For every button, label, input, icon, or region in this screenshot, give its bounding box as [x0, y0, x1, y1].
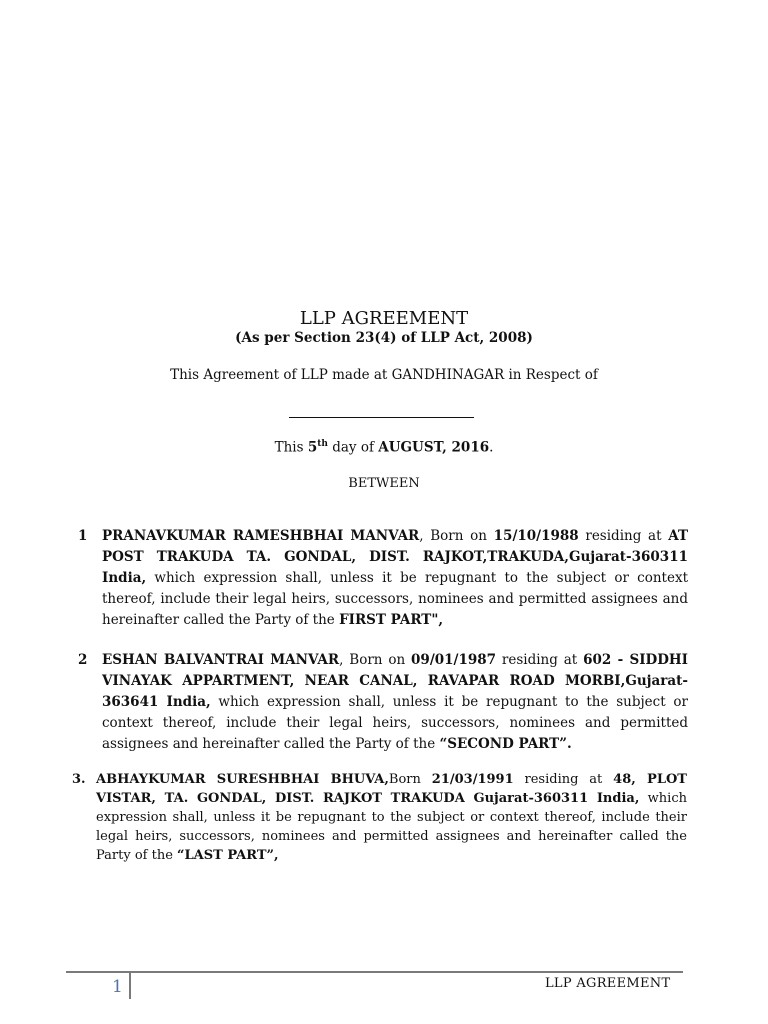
- agreement-location-line: This Agreement of LLP made at GANDHINAGAR in Respect of: [170, 367, 598, 383]
- party-second: [78, 650, 688, 755]
- party-part: FIRST PART: [339, 612, 432, 628]
- party-address: 602 - SIDDHI VINAYAK APPARTMENT, NEAR CANAL, RAVAPAR ROAD MORBI,Gujarat-363641 India,: [102, 652, 688, 710]
- party-first: [78, 526, 688, 631]
- party-part-end: ,: [273, 848, 279, 863]
- date-mid: day of: [327, 439, 379, 456]
- agreement-date-line: [0, 439, 768, 456]
- footer-divider: [129, 971, 131, 999]
- born-label: , Born on: [339, 652, 412, 668]
- blank-fill-line: [289, 417, 474, 418]
- party-number: 3.: [72, 772, 86, 787]
- born-label: Born: [388, 772, 432, 787]
- party-name: PRANAVKUMAR RAMESHBHAI MANVAR: [102, 528, 420, 544]
- party-address: 48, PLOT VISTAR, TA. GONDAL, DIST. RAJKOT TRAKUDA Gujarat-360311 India,: [96, 772, 687, 806]
- date-prefix: This: [274, 439, 308, 456]
- born-label: , Born on: [419, 528, 494, 544]
- residing-label: residing at: [513, 772, 614, 787]
- footer-running-title: LLP AGREEMENT: [545, 976, 671, 991]
- party-body: [102, 650, 688, 755]
- party-clause: which expression shall, unless it be repugnant to the subject or context thereof, include their legal heirs, successors, nominees and permitted assignees and hereinafter called the Party of the: [102, 694, 688, 752]
- party-dob: 09/01/1987: [411, 652, 497, 668]
- footer-rule: [66, 971, 683, 973]
- date-end: .: [489, 439, 494, 456]
- party-number: 1: [78, 528, 88, 544]
- party-name: ESHAN BALVANTRAI MANVAR: [102, 652, 340, 668]
- party-part: “LAST PART”: [177, 848, 274, 863]
- page-number: 1: [112, 977, 123, 997]
- between-heading: BETWEEN: [348, 476, 420, 491]
- party-body: [96, 770, 687, 865]
- party-part-end: ",: [431, 612, 444, 628]
- party-third: [72, 770, 687, 865]
- party-address: AT POST TRAKUDA TA. GONDAL, DIST. RAJKOT,TRAKUDA,Gujarat-360311 India,: [102, 528, 688, 586]
- party-part: “SECOND PART”.: [439, 736, 572, 752]
- residing-label: residing at: [578, 528, 669, 544]
- party-clause: which expression shall, unless it be repugnant to the subject or context thereof, include their legal heirs, successors, nominees and permitted assignees and hereinafter called the Party of the: [102, 570, 688, 628]
- party-dob: 15/10/1988: [493, 528, 579, 544]
- date-ordinal-suffix: th: [317, 439, 328, 449]
- party-number: 2: [78, 652, 88, 668]
- document-subtitle: (As per Section 23(4) of LLP Act, 2008): [235, 330, 533, 346]
- party-clause: which expression shall, unless it be repugnant to the subject or context thereof, include their legal heirs, successors, nominees and permitted assignees and hereinafter called the Party of the: [96, 791, 687, 863]
- residing-label: residing at: [496, 652, 584, 668]
- date-day: 5: [307, 439, 318, 456]
- party-dob: 21/03/1991: [431, 772, 514, 787]
- date-month-year: AUGUST, 2016: [378, 439, 490, 456]
- document-title: LLP AGREEMENT: [299, 308, 469, 329]
- party-name: ABHAYKUMAR SURESHBHAI BHUVA,: [96, 772, 389, 787]
- party-body: [102, 526, 688, 631]
